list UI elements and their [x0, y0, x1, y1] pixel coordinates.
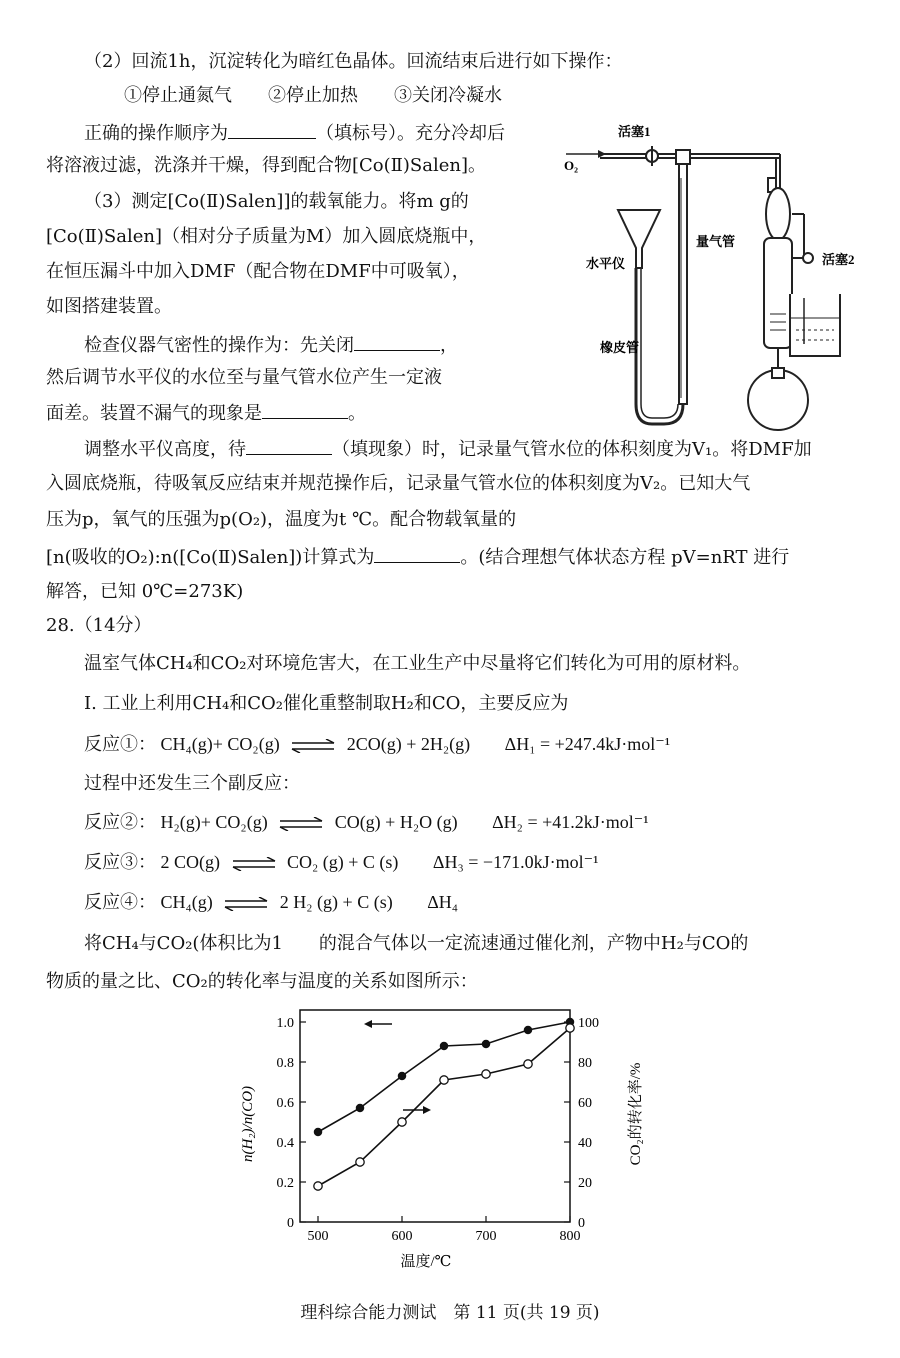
q27-operations: ①停止通氮气 ②停止加热 ③关闭冷凝水 [124, 85, 502, 106]
q27-line [46, 400, 366, 426]
reactants: 2 CO(g) [160, 852, 220, 872]
y-right-tick-label: 60 [578, 1096, 592, 1111]
text: 调整水平仪高度，待 [84, 439, 246, 460]
series-2-point [440, 1076, 448, 1084]
q27-line: 在恒压漏斗中加入DMF（配合物在DMF中可吸氧）， [46, 261, 470, 282]
reaction-label: 反应②： [84, 812, 156, 832]
reaction-4 [84, 890, 458, 914]
y-right-tick-label: 0 [578, 1216, 585, 1231]
products: CO₂ (g) + C (s) [287, 852, 399, 872]
q28-line: I. 工业上利用CH₄和CO₂催化重整制取H₂和CO，主要反应为 [84, 693, 569, 714]
reaction-3 [84, 850, 598, 874]
plot-frame [300, 1010, 570, 1222]
apparatus-diagram [560, 118, 880, 434]
y-left-tick-label: 0.2 [276, 1176, 294, 1191]
products: CO(g) + H₂O (g) [334, 812, 458, 832]
left-arrow-head-icon [364, 1020, 372, 1028]
q27-line: [Co(Ⅱ)Salen]（相对分子质量为M）加入圆底烧瓶中， [46, 226, 487, 247]
series-1-point [356, 1104, 363, 1111]
q27-line [84, 436, 812, 462]
answer-blank[interactable] [374, 544, 460, 563]
q27-line: （2）回流1h，沉淀转化为暗红色晶体。回流结束后进行如下操作： [84, 51, 623, 72]
reaction-2 [84, 810, 649, 834]
series-1-point [482, 1040, 489, 1047]
left-axis-label: n(H₂)/n(CO) [240, 1085, 256, 1163]
series-2-point [314, 1182, 322, 1190]
q27-line [46, 544, 789, 570]
answer-blank[interactable] [246, 436, 332, 455]
text: 面差。装置不漏气的现象是 [46, 403, 262, 424]
rubber-label: 橡皮管 [600, 340, 640, 355]
y-left-tick-label: 0.4 [276, 1136, 294, 1151]
series-2-point [398, 1118, 406, 1126]
q28-line: 物质的量之比、CO₂的转化率与温度的关系如图所示： [46, 971, 478, 992]
text: 。(结合理想气体状态方程 pV=nRT 进行 [460, 547, 790, 568]
x-tick-label: 800 [559, 1229, 581, 1244]
reactants: H₂(g)+ CO₂(g) [160, 812, 268, 832]
o2-label: O₂ [564, 158, 579, 173]
q27-line: 解答，已知 0℃=273K) [46, 581, 244, 602]
equilibrium-arrow-icon [223, 897, 269, 911]
text: （填现象）时，记录量气管水位的体积刻度为V₁。将DMF加 [332, 439, 812, 460]
text: （填标号）。充分冷却后 [316, 123, 505, 144]
page-footer: 理科综合能力测试 第 11 页(共 19 页) [300, 1303, 600, 1323]
series-1-point [314, 1128, 321, 1135]
q27-line [84, 120, 505, 146]
x-tick-label: 500 [307, 1229, 329, 1244]
q27-line: 如图搭建装置。 [46, 296, 172, 317]
q27-line: 然后调节水平仪的水位至与量气管水位产生一定液 [46, 367, 442, 388]
y-left-tick-label: 1.0 [276, 1016, 294, 1031]
q27-line [84, 332, 458, 358]
reactants: CH₄(g)+ CO₂(g) [160, 734, 280, 754]
x-tick-label: 700 [475, 1229, 497, 1244]
x-axis-label: 温度/℃ [400, 1254, 452, 1270]
equilibrium-arrow-icon [231, 857, 277, 871]
reaction-label: 反应③： [84, 852, 156, 872]
answer-blank[interactable] [354, 332, 440, 351]
text: 正确的操作顺序为 [84, 123, 228, 144]
q27-line: 将溶液过滤，洗涤并干燥，得到配合物[Co(Ⅱ)Salen]。 [46, 155, 486, 176]
products: 2 H₂ (g) + C (s) [279, 892, 393, 912]
reaction-1 [84, 732, 670, 756]
q27-line: 入圆底烧瓶，待吸氧反应结束并规范操作后，记录量气管水位的体积刻度为V₂。已知大气 [46, 473, 751, 494]
enthalpy: ΔH₁ = +247.4kJ·mol⁻¹ [504, 734, 671, 754]
y-right-tick-label: 40 [578, 1136, 592, 1151]
enthalpy: ΔH₄ [427, 892, 459, 912]
text: 。 [348, 403, 366, 424]
equilibrium-arrow-icon [290, 739, 336, 753]
reactants: CH₄(g) [160, 892, 213, 912]
y-right-tick-label: 100 [578, 1016, 599, 1031]
y-right-tick-label: 80 [578, 1056, 592, 1071]
answer-blank[interactable] [228, 120, 316, 139]
right-axis-label: CO₂的转化率/% [628, 1062, 644, 1166]
series-1-point [524, 1026, 531, 1033]
valve2-label: 活塞2 [822, 252, 855, 267]
reaction-label: 反应①： [84, 734, 156, 754]
series-2-point [524, 1060, 532, 1068]
q28-line: 温室气体CH₄和CO₂对环境危害大，在工业生产中尽量将它们转化为可用的原材料。 [84, 653, 751, 674]
enthalpy: ΔH₃ = −171.0kJ·mol⁻¹ [432, 852, 599, 872]
y-left-tick-label: 0.6 [276, 1096, 294, 1111]
enthalpy: ΔH₂ = +41.2kJ·mol⁻¹ [492, 812, 649, 832]
series-2-point [566, 1024, 574, 1032]
reaction-label: 反应④： [84, 892, 156, 912]
text: ， [440, 335, 458, 356]
q27-line: 压为p，氧气的压强为p(O₂)，温度为t ℃。配合物载氧量的 [46, 509, 517, 530]
y-left-tick-label: 0 [287, 1216, 294, 1231]
equilibrium-arrow-icon [278, 817, 324, 831]
series-1-point [398, 1072, 405, 1079]
x-tick-label: 600 [391, 1229, 413, 1244]
series-2-point [482, 1070, 490, 1078]
text: 检查仪器气密性的操作为：先关闭 [84, 335, 354, 356]
series-2-point [356, 1158, 364, 1166]
temperature-chart [230, 1004, 660, 1274]
answer-blank[interactable] [262, 400, 348, 419]
series-1-point [440, 1042, 447, 1049]
q28-header: 28.（14分） [46, 615, 152, 636]
y-left-tick-label: 0.8 [276, 1056, 294, 1071]
text: [n(吸收的O₂):n([Co(Ⅱ)Salen])计算式为 [46, 547, 375, 568]
right-arrow-head-icon [423, 1106, 431, 1114]
q27-line: （3）测定[Co(Ⅱ)Salen]]的载氧能力。将m g的 [84, 191, 469, 212]
gas-tube-label: 量气管 [696, 234, 736, 249]
q28-line: 将CH₄与CO₂(体积比为1 的混合气体以一定流速通过催化剂，产物中H₂与CO的 [84, 933, 749, 954]
y-right-tick-label: 20 [578, 1176, 592, 1191]
products: 2CO(g) + 2H₂(g) [346, 734, 471, 754]
valve1-label: 活塞1 [618, 124, 651, 139]
q28-line: 过程中还发生三个副反应： [84, 773, 300, 794]
level-label: 水平仪 [586, 256, 626, 271]
